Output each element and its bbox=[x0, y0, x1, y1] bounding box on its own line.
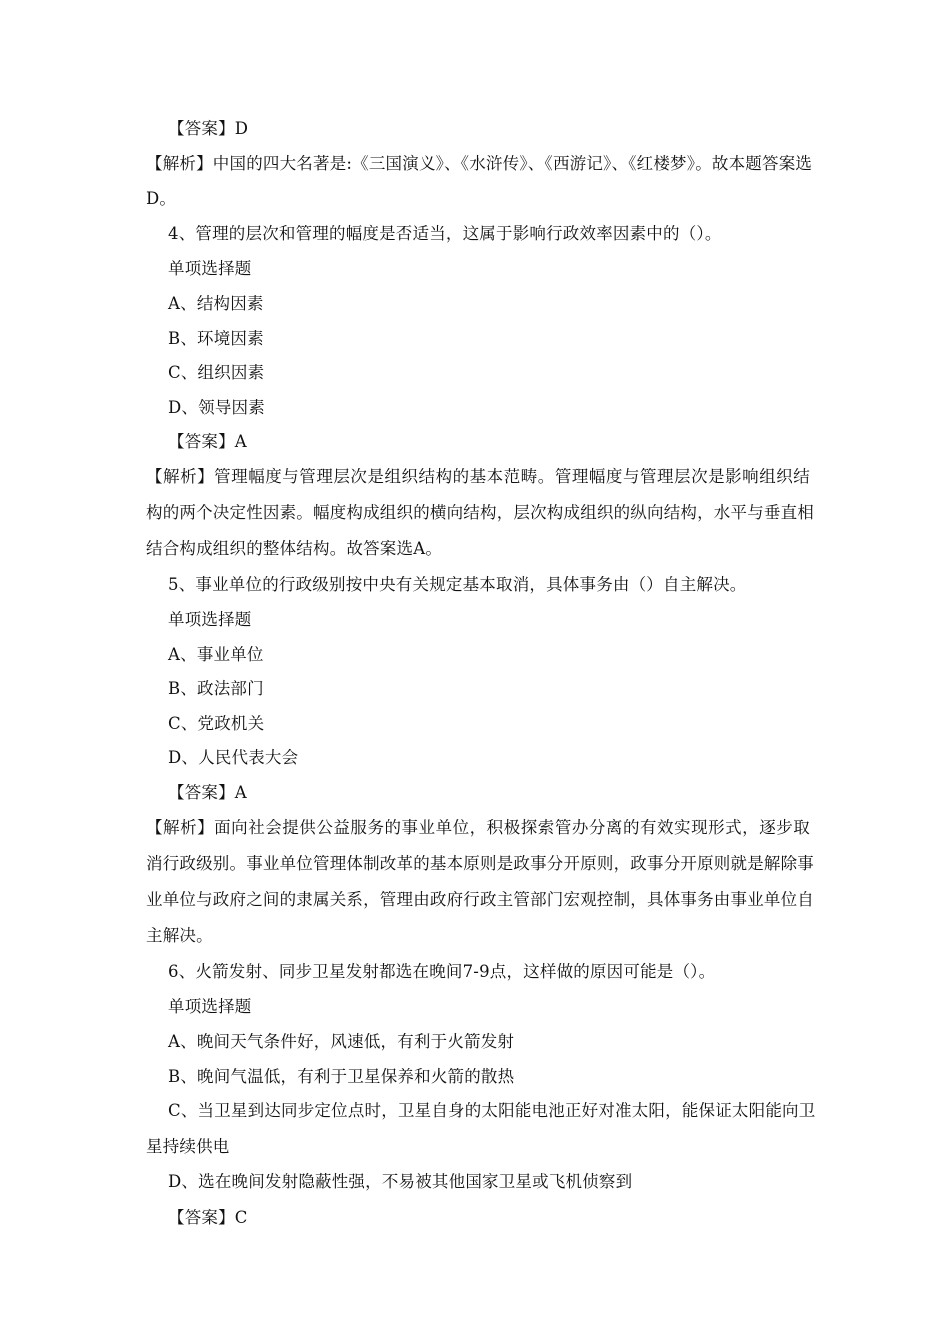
analysis-q4-line2: 构的两个决定性因素。幅度构成组织的横向结构，层次构成组织的纵向结构，水平与垂直相 bbox=[146, 503, 814, 522]
question-5-type: 单项选择题 bbox=[168, 610, 252, 629]
answer-q6: 【答案】C bbox=[168, 1208, 248, 1227]
question-6-option-a: A、晚间天气条件好，风速低，有利于火箭发射 bbox=[168, 1032, 515, 1051]
question-4-type: 单项选择题 bbox=[168, 259, 252, 278]
analysis-q5-line2: 消行政级别。事业单位管理体制改革的基本原则是政事分开原则，政事分开原则就是解除事 bbox=[146, 854, 814, 873]
question-5-option-a: A、事业单位 bbox=[168, 645, 264, 664]
answer-q4: 【答案】A bbox=[168, 432, 247, 451]
question-4-option-b: B、环境因素 bbox=[168, 329, 264, 348]
question-6-option-b: B、晚间气温低，有利于卫星保养和火箭的散热 bbox=[168, 1067, 515, 1086]
question-6-type: 单项选择题 bbox=[168, 997, 252, 1016]
analysis-q3-line1: 【解析】中国的四大名著是:《三国演义》、《水浒传》、《西游记》、《红楼梦》。故本题答案选 bbox=[146, 154, 813, 173]
question-5-option-c: C、党政机关 bbox=[168, 714, 265, 733]
question-4: 4、管理的层次和管理的幅度是否适当，这属于影响行政效率因素中的（）。 bbox=[168, 224, 722, 243]
question-5: 5、事业单位的行政级别按中央有关规定基本取消，具体事务由（）自主解决。 bbox=[168, 575, 747, 594]
question-4-option-d: D、领导因素 bbox=[168, 398, 265, 417]
analysis-q5-line1: 【解析】面向社会提供公益服务的事业单位，积极探索管办分离的有效实现形式，逐步取 bbox=[146, 818, 810, 837]
answer-q3: 【答案】D bbox=[168, 119, 249, 138]
analysis-q3-line2: D。 bbox=[146, 189, 177, 208]
question-5-option-b: B、政法部门 bbox=[168, 679, 264, 698]
answer-q5: 【答案】A bbox=[168, 783, 247, 802]
question-4-option-a: A、结构因素 bbox=[168, 294, 264, 313]
question-6: 6、火箭发射、同步卫星发射都选在晚间7-9点，这样做的原因可能是（）。 bbox=[168, 962, 716, 981]
analysis-q4-line3: 结合构成组织的整体结构。故答案选A。 bbox=[146, 539, 443, 558]
analysis-q4-line1: 【解析】管理幅度与管理层次是组织结构的基本范畴。管理幅度与管理层次是影响组织结 bbox=[146, 467, 810, 486]
question-6-option-d: D、选在晚间发射隐蔽性强，不易被其他国家卫星或飞机侦察到 bbox=[168, 1172, 633, 1191]
question-6-option-c-line1: C、当卫星到达同步定位点时，卫星自身的太阳能电池正好对准太阳，能保证太阳能向卫 bbox=[168, 1101, 816, 1120]
question-5-option-d: D、人民代表大会 bbox=[168, 748, 299, 767]
question-4-option-c: C、组织因素 bbox=[168, 363, 265, 382]
analysis-q5-line4: 主解决。 bbox=[146, 926, 213, 945]
question-6-option-c-line2: 星持续供电 bbox=[146, 1137, 230, 1156]
analysis-q5-line3: 业单位与政府之间的隶属关系，管理由政府行政主管部门宏观控制，具体事务由事业单位自 bbox=[146, 890, 814, 909]
